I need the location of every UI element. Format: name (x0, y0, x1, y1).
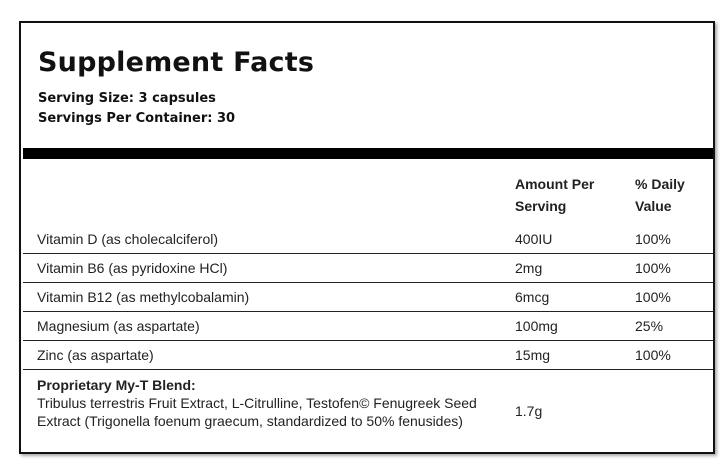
nutrient-name: Vitamin B6 (as pyridoxine HCl) (37, 260, 228, 276)
nutrient-row (23, 341, 713, 370)
daily-value-header (635, 173, 685, 217)
serving-size: Serving Size: 3 capsules (38, 91, 216, 106)
nutrient-name: Zinc (as aspartate) (37, 347, 154, 363)
amount-header-line1: Amount Per (515, 176, 595, 192)
blend-title: Proprietary My-T Blend: (37, 377, 196, 393)
supplement-facts-panel (19, 21, 715, 454)
nutrient-row (23, 254, 713, 283)
nutrient-dv: 100% (635, 260, 671, 276)
panel-title: Supplement Facts (38, 47, 315, 78)
nutrient-name: Vitamin B12 (as methylcobalamin) (37, 289, 250, 305)
thick-divider (23, 148, 713, 159)
servings-per-container: Servings Per Container: 30 (38, 111, 236, 126)
nutrient-name: Magnesium (as aspartate) (37, 318, 200, 334)
nutrient-row (23, 225, 713, 254)
nutrient-dv: 100% (635, 289, 671, 305)
dv-header-line1: % Daily (635, 176, 685, 192)
nutrient-amount: 100mg (515, 318, 558, 334)
dv-header-line2: Value (635, 198, 672, 214)
nutrient-dv: 25% (635, 318, 664, 334)
nutrient-dv: 100% (635, 231, 671, 247)
blend-description: Tribulus terrestris Fruit Extract, L-Citrulline, Testofen© Fenugreek Seed Extract (Trigonella foenum graecum, standardized to 50% fenusides) (37, 395, 477, 429)
amount-header-line2: Serving (515, 198, 567, 214)
nutrient-amount: 400IU (515, 231, 553, 247)
proprietary-blend (37, 376, 487, 430)
nutrient-amount: 15mg (515, 347, 551, 363)
blend-amount: 1.7g (515, 403, 543, 419)
nutrient-amount: 2mg (515, 260, 543, 276)
nutrient-amount: 6mcg (515, 289, 550, 305)
nutrient-name: Vitamin D (as cholecalciferol) (37, 231, 219, 247)
amount-per-serving-header (515, 173, 594, 217)
nutrient-row (23, 283, 713, 312)
nutrient-dv: 100% (635, 347, 671, 363)
nutrient-row (23, 312, 713, 341)
